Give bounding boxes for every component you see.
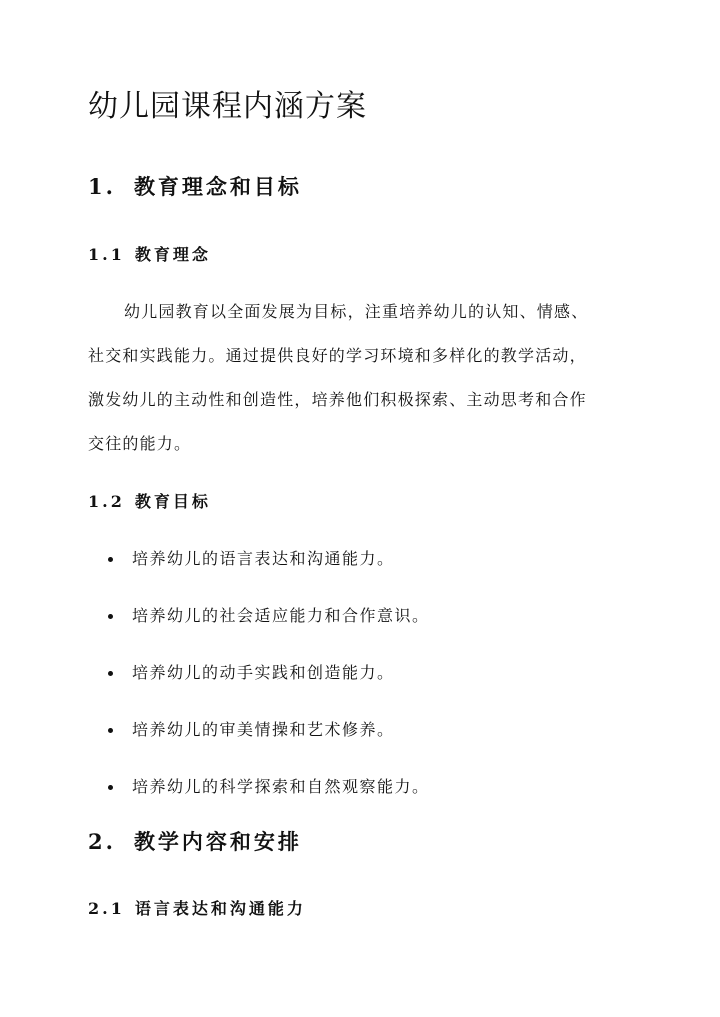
subsection-number: 1.1 bbox=[88, 245, 125, 264]
subsection-number: 1.2 bbox=[88, 492, 125, 511]
subsection-title: 教育目标 bbox=[134, 492, 211, 511]
list-item bbox=[88, 659, 648, 716]
bullet-icon bbox=[108, 671, 113, 676]
bullet-icon bbox=[108, 557, 113, 562]
bullet-icon bbox=[108, 728, 113, 733]
list-item bbox=[88, 716, 648, 773]
bullet-icon bbox=[108, 614, 113, 619]
subsection-title: 教育理念 bbox=[134, 245, 211, 264]
list-item bbox=[88, 545, 648, 602]
section-number: 2. bbox=[88, 829, 116, 854]
bullet-icon bbox=[108, 785, 113, 790]
list-item-text: 培养幼儿的审美情操和艺术修养。 bbox=[132, 720, 395, 739]
list-item-text: 培养幼儿的社会适应能力和合作意识。 bbox=[132, 606, 430, 625]
list-item-text: 培养幼儿的科学探索和自然观察能力。 bbox=[132, 777, 430, 796]
paragraph-line: 社交和实践能力。通过提供良好的学习环境和多样化的教学活动， bbox=[88, 346, 587, 365]
section-title: 教学内容和安排 bbox=[133, 829, 302, 854]
section-heading bbox=[88, 172, 302, 202]
subsection-title: 语言表达和沟通能力 bbox=[134, 899, 306, 918]
goals-list bbox=[88, 545, 648, 830]
subsection-heading bbox=[88, 243, 211, 267]
paragraph-line: 幼儿园教育以全面发展为目标，注重培养幼儿的认知、情感、 bbox=[124, 302, 589, 321]
section-title: 教育理念和目标 bbox=[133, 174, 302, 199]
list-item-text: 培养幼儿的动手实践和创造能力。 bbox=[132, 663, 395, 682]
subsection-heading bbox=[88, 490, 211, 514]
philosophy-paragraph bbox=[88, 298, 636, 474]
list-item bbox=[88, 773, 648, 830]
paragraph-line: 交往的能力。 bbox=[88, 434, 192, 453]
section-number: 1. bbox=[88, 174, 116, 199]
list-item bbox=[88, 602, 648, 659]
subsection-number: 2.1 bbox=[88, 899, 125, 918]
subsection-heading bbox=[88, 897, 306, 921]
list-item-text: 培养幼儿的语言表达和沟通能力。 bbox=[132, 549, 395, 568]
document-title: 幼儿园课程内涵方案 bbox=[88, 89, 367, 124]
paragraph-line: 激发幼儿的主动性和创造性，培养他们积极探索、主动思考和合作 bbox=[88, 390, 587, 409]
section-heading bbox=[88, 827, 302, 857]
